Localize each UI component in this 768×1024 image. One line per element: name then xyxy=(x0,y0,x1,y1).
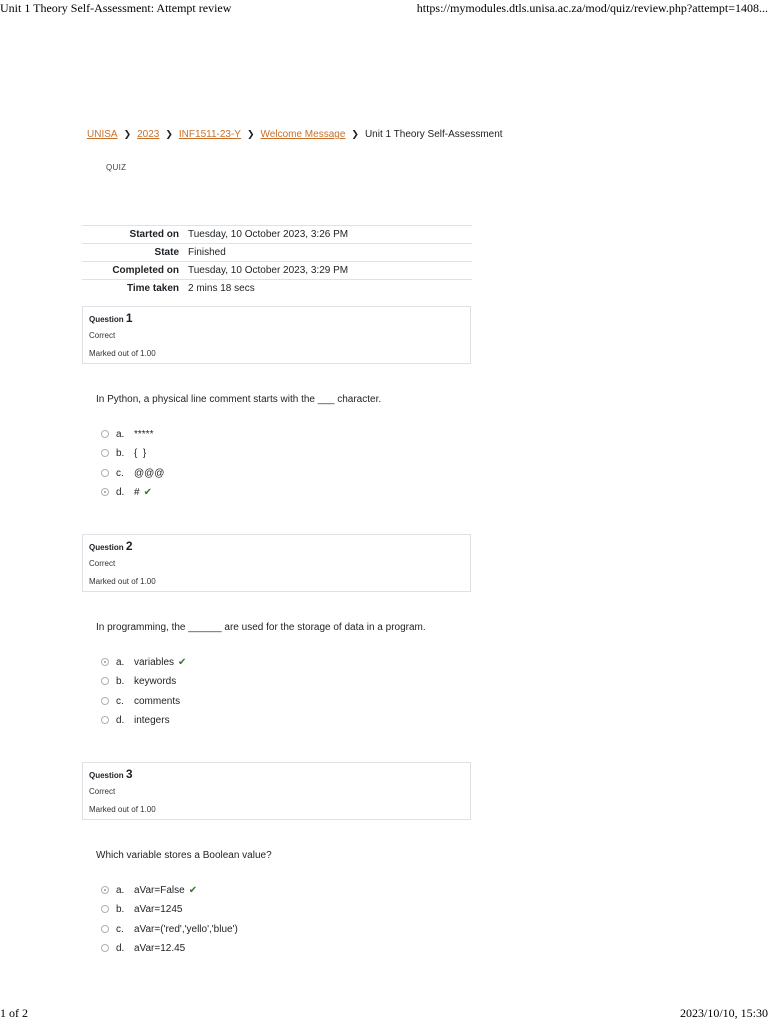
answer-letter: b. xyxy=(116,903,125,915)
question-number: Question 1 xyxy=(89,311,133,325)
answer-option-3b[interactable] xyxy=(101,902,182,916)
answer-option-1b[interactable] xyxy=(101,446,146,460)
answer-letter: c. xyxy=(116,467,124,479)
answer-letter: a. xyxy=(116,656,125,668)
answer-text: aVar=12.45 xyxy=(134,942,186,954)
breadcrumb-current: Unit 1 Theory Self-Assessment xyxy=(364,129,503,140)
answer-text: { } xyxy=(134,447,147,459)
answer-option-2a[interactable] xyxy=(101,655,186,669)
radio-button[interactable] xyxy=(101,925,109,933)
answer-text: @@@ xyxy=(134,467,165,479)
radio-button[interactable] xyxy=(101,944,109,952)
breadcrumb-link-year[interactable]: 2023 xyxy=(137,129,160,140)
answer-option-3a[interactable] xyxy=(101,883,197,897)
correct-check-icon: ✔ xyxy=(143,486,152,498)
summary-value: 2 mins 18 secs xyxy=(188,280,472,298)
question-grade: Marked out of 1.00 xyxy=(89,349,156,358)
page-count: 1 of 2 xyxy=(0,1006,28,1020)
chevron-right-icon: ❯ xyxy=(165,129,173,139)
summary-row xyxy=(82,280,472,298)
radio-button[interactable] xyxy=(101,697,109,705)
answer-option-3c[interactable] xyxy=(101,922,238,936)
question-state: Correct xyxy=(89,559,116,568)
answer-letter: a. xyxy=(116,884,125,896)
radio-button[interactable] xyxy=(101,430,109,438)
summary-label: Started on xyxy=(82,226,188,244)
answer-text: ***** xyxy=(134,428,154,440)
question-text-3: Which variable stores a Boolean value? xyxy=(96,850,272,861)
answer-text: comments xyxy=(134,695,181,707)
answer-letter: d. xyxy=(116,714,125,726)
chevron-right-icon: ❯ xyxy=(351,129,359,139)
answer-text: keywords xyxy=(134,675,177,687)
answer-letter: b. xyxy=(116,675,125,687)
question-info-2 xyxy=(82,534,471,592)
answer-option-1d[interactable] xyxy=(101,485,152,499)
question-state: Correct xyxy=(89,331,116,340)
summary-row xyxy=(82,262,472,280)
answer-option-2b[interactable] xyxy=(101,674,176,688)
answer-option-2d[interactable] xyxy=(101,713,170,727)
summary-label: Time taken xyxy=(82,280,188,298)
question-grade: Marked out of 1.00 xyxy=(89,577,156,586)
question-state: Correct xyxy=(89,787,116,796)
print-timestamp: 2023/10/10, 15:30 xyxy=(679,1006,768,1020)
question-info-1 xyxy=(82,306,471,364)
activity-type-label: QUIZ xyxy=(106,163,127,172)
question-info-3 xyxy=(82,762,471,820)
print-header xyxy=(0,0,768,18)
answer-letter: d. xyxy=(116,942,125,954)
answer-text: variables xyxy=(134,656,175,668)
attempt-summary-table xyxy=(82,225,472,297)
answer-letter: d. xyxy=(116,486,125,498)
answer-option-1c[interactable] xyxy=(101,466,164,480)
radio-button[interactable] xyxy=(101,677,109,685)
radio-button[interactable] xyxy=(101,905,109,913)
question-text-2: In programming, the ______ are used for the storage of data in a program. xyxy=(96,622,426,633)
summary-label: Completed on xyxy=(82,262,188,280)
radio-button[interactable] xyxy=(101,449,109,457)
summary-value: Tuesday, 10 October 2023, 3:26 PM xyxy=(188,226,472,244)
breadcrumb-link-welcome[interactable]: Welcome Message xyxy=(260,129,346,140)
summary-value: Finished xyxy=(188,244,472,262)
chevron-right-icon: ❯ xyxy=(246,129,255,139)
correct-check-icon: ✔ xyxy=(178,656,187,668)
page-url: https://mymodules.dtls.unisa.ac.za/mod/quiz/review.php?attempt=1408... xyxy=(416,1,768,15)
answer-letter: b. xyxy=(116,447,125,459)
answer-text: aVar=('red','yello','blue') xyxy=(134,923,238,935)
radio-button-selected[interactable] xyxy=(101,488,109,496)
breadcrumb-link-unisa[interactable]: UNISA xyxy=(87,129,118,140)
radio-button-selected[interactable] xyxy=(101,658,109,666)
answer-letter: c. xyxy=(116,695,124,707)
breadcrumb-link-course[interactable]: INF1511-23-Y xyxy=(178,129,241,140)
answer-option-1a[interactable] xyxy=(101,427,153,441)
answer-option-3d[interactable] xyxy=(101,941,185,955)
answer-text: aVar=1245 xyxy=(134,903,183,915)
answer-option-2c[interactable] xyxy=(101,694,180,708)
answer-text: integers xyxy=(134,714,170,726)
question-grade: Marked out of 1.00 xyxy=(89,805,156,814)
radio-button[interactable] xyxy=(101,716,109,724)
correct-check-icon: ✔ xyxy=(188,884,198,896)
chevron-right-icon: ❯ xyxy=(123,129,132,139)
summary-label: State xyxy=(82,244,188,262)
answer-letter: a. xyxy=(116,428,125,440)
summary-value: Tuesday, 10 October 2023, 3:29 PM xyxy=(188,262,472,280)
document-title: Unit 1 Theory Self-Assessment: Attempt review xyxy=(0,1,232,15)
print-footer xyxy=(0,1004,768,1024)
answer-text: # xyxy=(134,486,140,498)
summary-row xyxy=(82,244,472,262)
question-number: Question 3 xyxy=(89,767,133,781)
summary-row xyxy=(82,226,472,244)
answer-text: aVar=False xyxy=(134,884,185,896)
question-text-1: In Python, a physical line comment starts with the ___ character. xyxy=(96,394,382,405)
question-number: Question 2 xyxy=(89,539,133,553)
breadcrumb xyxy=(87,129,503,140)
radio-button[interactable] xyxy=(101,469,109,477)
radio-button-selected[interactable] xyxy=(101,886,109,894)
answer-letter: c. xyxy=(116,923,124,935)
